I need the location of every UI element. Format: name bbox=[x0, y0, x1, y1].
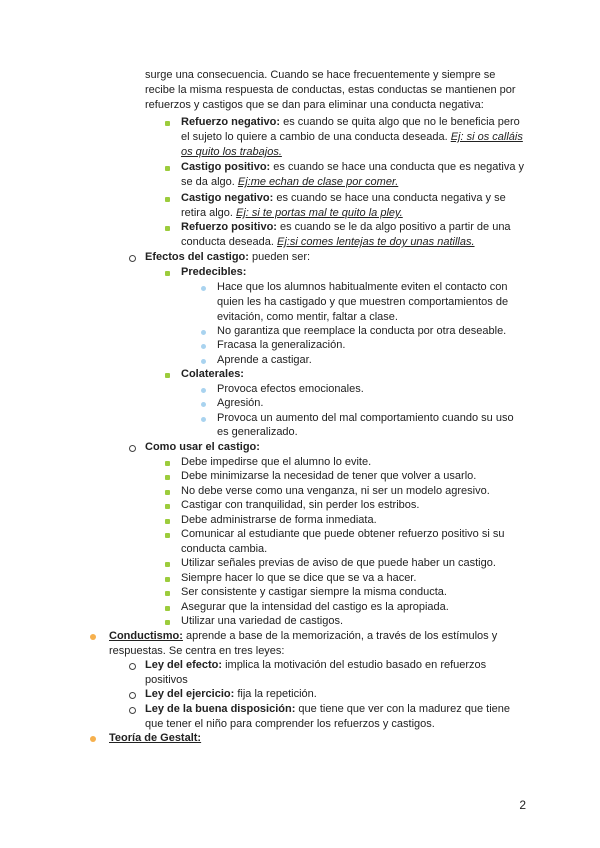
howto-item-4: Castigar con tranquilidad, sin perder los estribos. bbox=[181, 499, 420, 511]
effects-collateral-label: Colaterales: bbox=[181, 368, 244, 380]
type-refuerzo-negativo-line2: el sujeto lo quiere a cambio de una conducta deseada. Ej: si os calláis bbox=[181, 131, 523, 143]
bullet-blue bbox=[201, 344, 206, 349]
bullet-green bbox=[165, 461, 170, 466]
type-refuerzo-negativo: Refuerzo negativo: es cuando se quita algo que no le beneficia pero bbox=[181, 116, 520, 128]
bullet-blue bbox=[201, 388, 206, 393]
bullet-circle bbox=[129, 707, 136, 714]
bullet-green bbox=[165, 475, 170, 480]
howto-item-11: Utilizar una variedad de castigos. bbox=[181, 615, 344, 627]
howto-item-1: Debe impedirse que el alumno lo evite. bbox=[181, 456, 372, 468]
effects-predictable-label: Predecibles: bbox=[181, 266, 247, 278]
type-castigo-negativo-line2: retira algo. Ej: si te portas mal te quito la pley. bbox=[181, 207, 403, 219]
collateral-item-3-line1: Provoca un aumento del mal comportamiento cuando su uso bbox=[217, 412, 514, 424]
collateral-item-3-line2: es generalizado. bbox=[217, 426, 298, 438]
bullet-green bbox=[165, 226, 170, 231]
bullet-green bbox=[165, 271, 170, 276]
howto-item-8: Siempre hacer lo que se dice que se va a hacer. bbox=[181, 572, 417, 584]
type-refuerzo-positivo: Refuerzo positivo: es cuando se le da algo positivo a partir de una bbox=[181, 221, 511, 233]
bullet-circle bbox=[129, 255, 136, 262]
intro-line-2: recibe la misma respuesta de conductas, estas conductas se mantienen por bbox=[145, 84, 516, 96]
predictable-item-1-line2: quien les ha castigado y que muestren comportamientos de bbox=[217, 296, 509, 308]
law-disposicion-line1: Ley de la buena disposición: que tiene que ver con la madurez que tiene bbox=[145, 703, 511, 715]
bullet-green bbox=[165, 519, 170, 524]
howto-item-7: Utilizar señales previas de aviso de que puede haber un castigo. bbox=[181, 557, 496, 569]
law-ejercicio: Ley del ejercicio: fija la repetición. bbox=[145, 688, 317, 700]
bullet-green bbox=[165, 490, 170, 495]
bullet-circle bbox=[129, 663, 136, 670]
bullet-green bbox=[165, 373, 170, 378]
bullet-green bbox=[165, 562, 170, 567]
bullet-green bbox=[165, 606, 170, 611]
conductismo-line2: respuestas. Se centra en tres leyes: bbox=[109, 645, 285, 657]
bullet-green bbox=[165, 197, 170, 202]
collateral-item-1: Provoca efectos emocionales. bbox=[217, 383, 364, 395]
page-number: 2 bbox=[519, 798, 526, 812]
bullet-green bbox=[165, 577, 170, 582]
predictable-item-1-line3: evitación, como mentir, faltar a clase. bbox=[217, 311, 398, 323]
law-disposicion-line2: que tener el niño para comprender los refuerzos y castigos. bbox=[145, 718, 435, 730]
predictable-item-4: Aprende a castigar. bbox=[217, 354, 312, 366]
bullet-green bbox=[165, 533, 170, 538]
type-refuerzo-negativo-line3: os quito los trabajos. bbox=[181, 146, 282, 158]
predictable-item-3: Fracasa la generalización. bbox=[217, 339, 346, 351]
type-castigo-negativo: Castigo negativo: es cuando se hace una conducta negativa y se bbox=[181, 192, 506, 204]
type-castigo-positivo-line2: se da algo. Ej:me echan de clase por comer. bbox=[181, 176, 399, 188]
howto-heading: Como usar el castigo: bbox=[145, 441, 260, 453]
bullet-green bbox=[165, 591, 170, 596]
bullet-orange bbox=[90, 634, 96, 640]
bullet-blue bbox=[201, 330, 206, 335]
bullet-blue bbox=[201, 286, 206, 291]
howto-item-5: Debe administrarse de forma inmediata. bbox=[181, 514, 377, 526]
law-efecto-line1: Ley del efecto: implica la motivación del estudio basado en refuerzos bbox=[145, 659, 487, 671]
predictable-item-1-line1: Hace que los alumnos habitualmente eviten el contacto con bbox=[217, 281, 508, 293]
intro-line-3: refuerzos y castigos que se dan para eliminar una conducta negativa: bbox=[145, 99, 484, 111]
bullet-orange bbox=[90, 736, 96, 742]
bullet-blue bbox=[201, 417, 206, 422]
type-refuerzo-positivo-line2: conducta deseada. Ej:si comes lentejas te doy unas natillas. bbox=[181, 236, 475, 248]
bullet-green bbox=[165, 121, 170, 126]
bullet-blue bbox=[201, 359, 206, 364]
predictable-item-2: No garantiza que reemplace la conducta por otra deseable. bbox=[217, 325, 507, 337]
howto-item-6-line2: conducta cambia. bbox=[181, 543, 268, 555]
bullet-circle bbox=[129, 445, 136, 452]
bullet-blue bbox=[201, 402, 206, 407]
bullet-green bbox=[165, 166, 170, 171]
howto-item-9: Ser consistente y castigar siempre la misma conducta. bbox=[181, 586, 447, 598]
type-castigo-positivo: Castigo positivo: es cuando se hace una conducta que es negativa y bbox=[181, 161, 525, 173]
collateral-item-2: Agresión. bbox=[217, 397, 264, 409]
howto-item-3: No debe verse como una venganza, ni ser un modelo agresivo. bbox=[181, 485, 490, 497]
bullet-circle bbox=[129, 692, 136, 699]
bullet-green bbox=[165, 620, 170, 625]
effects-heading: Efectos del castigo: pueden ser: bbox=[145, 251, 311, 263]
intro-line-1: surge una consecuencia. Cuando se hace frecuentemente y siempre se bbox=[145, 69, 496, 81]
law-efecto-line2: positivos bbox=[145, 674, 188, 686]
conductismo-line1: Conductismo: aprende a base de la memorización, a través de los estímulos y bbox=[109, 630, 498, 642]
howto-item-2: Debe minimizarse la necesidad de tener que volver a usarlo. bbox=[181, 470, 477, 482]
howto-item-6-line1: Comunicar al estudiante que puede obtener refuerzo positivo si su bbox=[181, 528, 505, 540]
gestalt-heading: Teoría de Gestalt: bbox=[109, 732, 202, 744]
bullet-green bbox=[165, 504, 170, 509]
howto-item-10: Asegurar que la intensidad del castigo es la apropiada. bbox=[181, 601, 449, 613]
